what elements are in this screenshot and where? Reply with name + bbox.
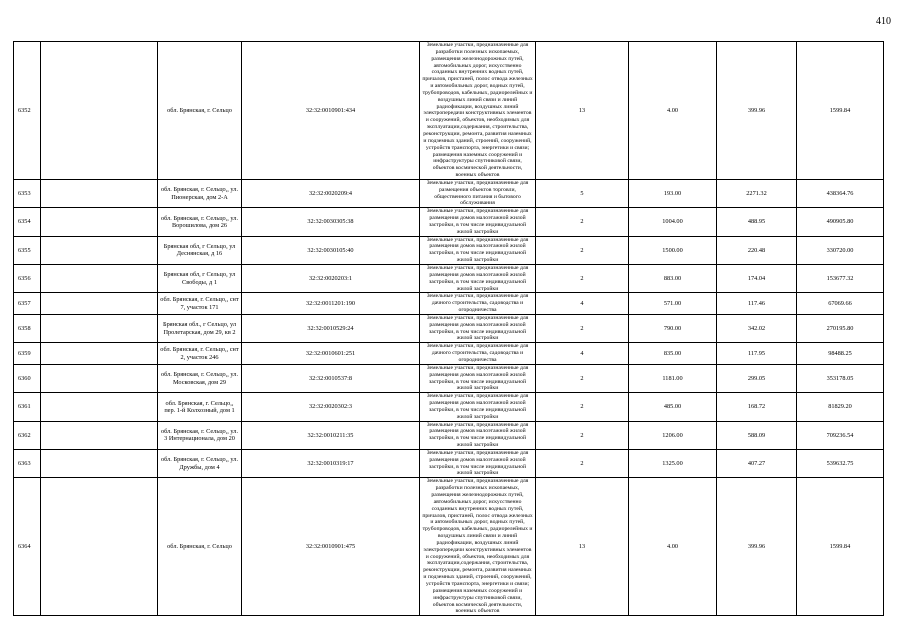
- specific-value-cell: 2271.32: [717, 179, 797, 207]
- table-row: [14, 179, 884, 207]
- cadastral-number-cell: 32:32:0020203:1: [242, 265, 420, 293]
- table-row: [14, 421, 884, 449]
- cadastral-number-cell: 32:32:0020302:3: [242, 393, 420, 421]
- address-cell: обл. Брянская, г. Сельцо: [158, 478, 242, 616]
- specific-value-cell: 168.72: [717, 393, 797, 421]
- row-number: 6359: [14, 343, 41, 365]
- row-number: 6354: [14, 208, 41, 236]
- empty-cell: [41, 42, 158, 180]
- empty-cell: [41, 343, 158, 365]
- area-cell: 4.00: [629, 42, 717, 180]
- specific-value-cell: 342.02: [717, 314, 797, 342]
- cadastral-number-cell: 32:32:0010319:17: [242, 449, 420, 477]
- specific-value-cell: 399.96: [717, 478, 797, 616]
- land-use-cell: Земельные участки, предназначенные для размещения домов малоэтажной жилой застройки, в том числе индивидуальной жилой застройки: [420, 421, 536, 449]
- address-cell: обл. Брянская, г. Сельцо,, ул. Дружбы, дом 4: [158, 449, 242, 477]
- cadastral-number-cell: 32:32:0030105:40: [242, 236, 420, 264]
- area-cell: 1325.00: [629, 449, 717, 477]
- specific-value-cell: 407.27: [717, 449, 797, 477]
- cadastral-value-cell: 1599.84: [797, 478, 884, 616]
- land-use-cell: Земельные участки, предназначенные для размещения домов малоэтажной жилой застройки, в том числе индивидуальной жилой застройки: [420, 314, 536, 342]
- group-cell: 2: [536, 314, 629, 342]
- area-cell: 883.00: [629, 265, 717, 293]
- empty-cell: [41, 208, 158, 236]
- empty-cell: [41, 421, 158, 449]
- specific-value-cell: 299.05: [717, 364, 797, 392]
- cadastral-value-cell: 709236.54: [797, 421, 884, 449]
- row-number: 6356: [14, 265, 41, 293]
- land-use-cell: Земельные участки, предназначенные для разработки полезных ископаемых, размещения железнодорожных путей, автомобильных дорог, искусственно созданных внутренних водных путей, причалов, пристаней, полос отвода железных и автомобильных дорог, водных путей, трубопроводов, кабельных, радиорелейных и воздушных линий связи и линий радиофикации, воздушных линий электропередачи конструктивных элементов и сооружений, объектов, необходимых для эксплуатации,содержания, строительства, реконструкции, ремонта, развития наземных и подземных зданий, строений, сооружений, устройств транспорта, энергетики и связи; размещения наземных сооружений и инфраструктуры спутниковой связи, объектов космической деятельности, военных объектов: [420, 42, 536, 180]
- address-cell: обл. Брянская, г. Сельцо,, ул. 3 Интернационала, дом 20: [158, 421, 242, 449]
- specific-value-cell: 174.04: [717, 265, 797, 293]
- land-use-cell: Земельные участки, предназначенные для размещения домов малоэтажной жилой застройки, в том числе индивидуальной жилой застройки: [420, 208, 536, 236]
- row-number: 6363: [14, 449, 41, 477]
- group-cell: 2: [536, 208, 629, 236]
- cadastral-number-cell: 32:32:0010901:475: [242, 478, 420, 616]
- cadastral-number-cell: 32:32:0030305:38: [242, 208, 420, 236]
- group-cell: 5: [536, 179, 629, 207]
- cadastral-value-cell: 153677.32: [797, 265, 884, 293]
- address-cell: обл. Брянская, г. Сельцо,, ул. Ворошилова, дом 26: [158, 208, 242, 236]
- address-cell: Брянская обл, г Сельцо, ул Деснянская, д 16: [158, 236, 242, 264]
- empty-cell: [41, 478, 158, 616]
- area-cell: 4.00: [629, 478, 717, 616]
- row-number: 6360: [14, 364, 41, 392]
- specific-value-cell: 220.48: [717, 236, 797, 264]
- table-row: [14, 343, 884, 365]
- table-row: [14, 449, 884, 477]
- address-cell: обл. Брянская, г. Сельцо,, снт 2, участок 246: [158, 343, 242, 365]
- empty-cell: [41, 236, 158, 264]
- empty-cell: [41, 179, 158, 207]
- table-row: [14, 393, 884, 421]
- empty-cell: [41, 449, 158, 477]
- area-cell: 790.00: [629, 314, 717, 342]
- row-number: 6355: [14, 236, 41, 264]
- row-number: 6361: [14, 393, 41, 421]
- land-use-cell: Земельные участки, предназначенные для дачного строительства, садоводства и огородничества: [420, 343, 536, 365]
- group-cell: 4: [536, 343, 629, 365]
- address-cell: обл. Брянская, г. Сельцо,, пер. 1-й Колхозный, дом 1: [158, 393, 242, 421]
- land-use-cell: Земельные участки, предназначенные для размещения домов малоэтажной жилой застройки, в том числе индивидуальной жилой застройки: [420, 265, 536, 293]
- cadastral-value-cell: 438364.76: [797, 179, 884, 207]
- cadastral-number-cell: 32:32:0010901:434: [242, 42, 420, 180]
- cadastral-value-cell: 1599.84: [797, 42, 884, 180]
- row-number: 6358: [14, 314, 41, 342]
- area-cell: 1004.00: [629, 208, 717, 236]
- area-cell: 1500.00: [629, 236, 717, 264]
- specific-value-cell: 117.46: [717, 293, 797, 315]
- table-row: [14, 293, 884, 315]
- area-cell: 485.00: [629, 393, 717, 421]
- row-number: 6364: [14, 478, 41, 616]
- cadastral-number-cell: 32:32:0010529:24: [242, 314, 420, 342]
- table-row: [14, 236, 884, 264]
- cadastral-number-cell: 32:32:0010601:251: [242, 343, 420, 365]
- area-cell: 835.00: [629, 343, 717, 365]
- cadastral-value-cell: 353178.05: [797, 364, 884, 392]
- row-number: 6357: [14, 293, 41, 315]
- cadastral-value-cell: 330720.00: [797, 236, 884, 264]
- group-cell: 13: [536, 478, 629, 616]
- cadastral-value-cell: 270195.80: [797, 314, 884, 342]
- land-use-cell: Земельные участки, предназначенные для размещения объектов торговли, общественного питания и бытового обслуживания: [420, 179, 536, 207]
- page-number: 410: [876, 16, 891, 27]
- cadastral-number-cell: 32:32:0020209:4: [242, 179, 420, 207]
- land-use-cell: Земельные участки, предназначенные для размещения домов малоэтажной жилой застройки, в том числе индивидуальной жилой застройки: [420, 449, 536, 477]
- group-cell: 13: [536, 42, 629, 180]
- area-cell: 193.00: [629, 179, 717, 207]
- address-cell: обл. Брянская, г. Сельцо: [158, 42, 242, 180]
- empty-cell: [41, 393, 158, 421]
- cadastral-number-cell: 32:32:0011201:190: [242, 293, 420, 315]
- group-cell: 2: [536, 364, 629, 392]
- table-row: [14, 478, 884, 616]
- cadastral-value-cell: 67069.66: [797, 293, 884, 315]
- cadastral-value-cell: 539632.75: [797, 449, 884, 477]
- group-cell: 2: [536, 265, 629, 293]
- table-row: [14, 314, 884, 342]
- address-cell: Брянская обл., г Сельцо, ул Пролетарская, дом 29, кв 2: [158, 314, 242, 342]
- cadastral-value-table: [13, 41, 884, 616]
- land-use-cell: Земельные участки, предназначенные для разработки полезных ископаемых, размещения железнодорожных путей, автомобильных дорог, искусственно созданных внутренних водных путей, причалов, пристаней, полос отвода железных и автомобильных дорог, водных путей, трубопроводов, кабельных, радиорелейных и воздушных линий связи и линий радиофикации, воздушных линий электропередачи конструктивных элементов и сооружений, объектов, необходимых для эксплуатации,содержания, строительства, реконструкции, ремонта, развития наземных и подземных зданий, строений, сооружений, устройств транспорта, энергетики и связи; размещения наземных сооружений и инфраструктуры спутниковой связи, объектов космической деятельности, военных объектов: [420, 478, 536, 616]
- empty-cell: [41, 293, 158, 315]
- group-cell: 4: [536, 293, 629, 315]
- area-cell: 1181.00: [629, 364, 717, 392]
- table-row: [14, 42, 884, 180]
- address-cell: Брянская обл, г Сельцо, ул Свободы, д 1: [158, 265, 242, 293]
- cadastral-value-cell: 98488.25: [797, 343, 884, 365]
- row-number: 6353: [14, 179, 41, 207]
- group-cell: 2: [536, 449, 629, 477]
- table-row: [14, 265, 884, 293]
- cadastral-value-cell: 490905.80: [797, 208, 884, 236]
- table-row: [14, 208, 884, 236]
- group-cell: 2: [536, 393, 629, 421]
- land-use-cell: Земельные участки, предназначенные для размещения домов малоэтажной жилой застройки, в том числе индивидуальной жилой застройки: [420, 236, 536, 264]
- cadastral-value-cell: 81829.20: [797, 393, 884, 421]
- empty-cell: [41, 314, 158, 342]
- table-row: [14, 364, 884, 392]
- group-cell: 2: [536, 236, 629, 264]
- specific-value-cell: 488.95: [717, 208, 797, 236]
- specific-value-cell: 399.96: [717, 42, 797, 180]
- specific-value-cell: 117.95: [717, 343, 797, 365]
- area-cell: 571.00: [629, 293, 717, 315]
- cadastral-number-cell: 32:32:0010211:35: [242, 421, 420, 449]
- row-number: 6362: [14, 421, 41, 449]
- empty-cell: [41, 364, 158, 392]
- cadastral-number-cell: 32:32:0010537:8: [242, 364, 420, 392]
- address-cell: обл. Брянская, г. Сельцо,, снт 7, участок 171: [158, 293, 242, 315]
- address-cell: обл. Брянская, г. Сельцо,, ул. Пионерская, дом 2-А: [158, 179, 242, 207]
- specific-value-cell: 588.09: [717, 421, 797, 449]
- land-use-cell: Земельные участки, предназначенные для размещения домов малоэтажной жилой застройки, в том числе индивидуальной жилой застройки: [420, 364, 536, 392]
- empty-cell: [41, 265, 158, 293]
- group-cell: 2: [536, 421, 629, 449]
- address-cell: обл. Брянская, г. Сельцо,, ул. Московская, дом 29: [158, 364, 242, 392]
- area-cell: 1206.00: [629, 421, 717, 449]
- land-use-cell: Земельные участки, предназначенные для размещения домов малоэтажной жилой застройки, в том числе индивидуальной жилой застройки: [420, 393, 536, 421]
- land-use-cell: Земельные участки, предназначенные для дачного строительства, садоводства и огородничества: [420, 293, 536, 315]
- row-number: 6352: [14, 42, 41, 180]
